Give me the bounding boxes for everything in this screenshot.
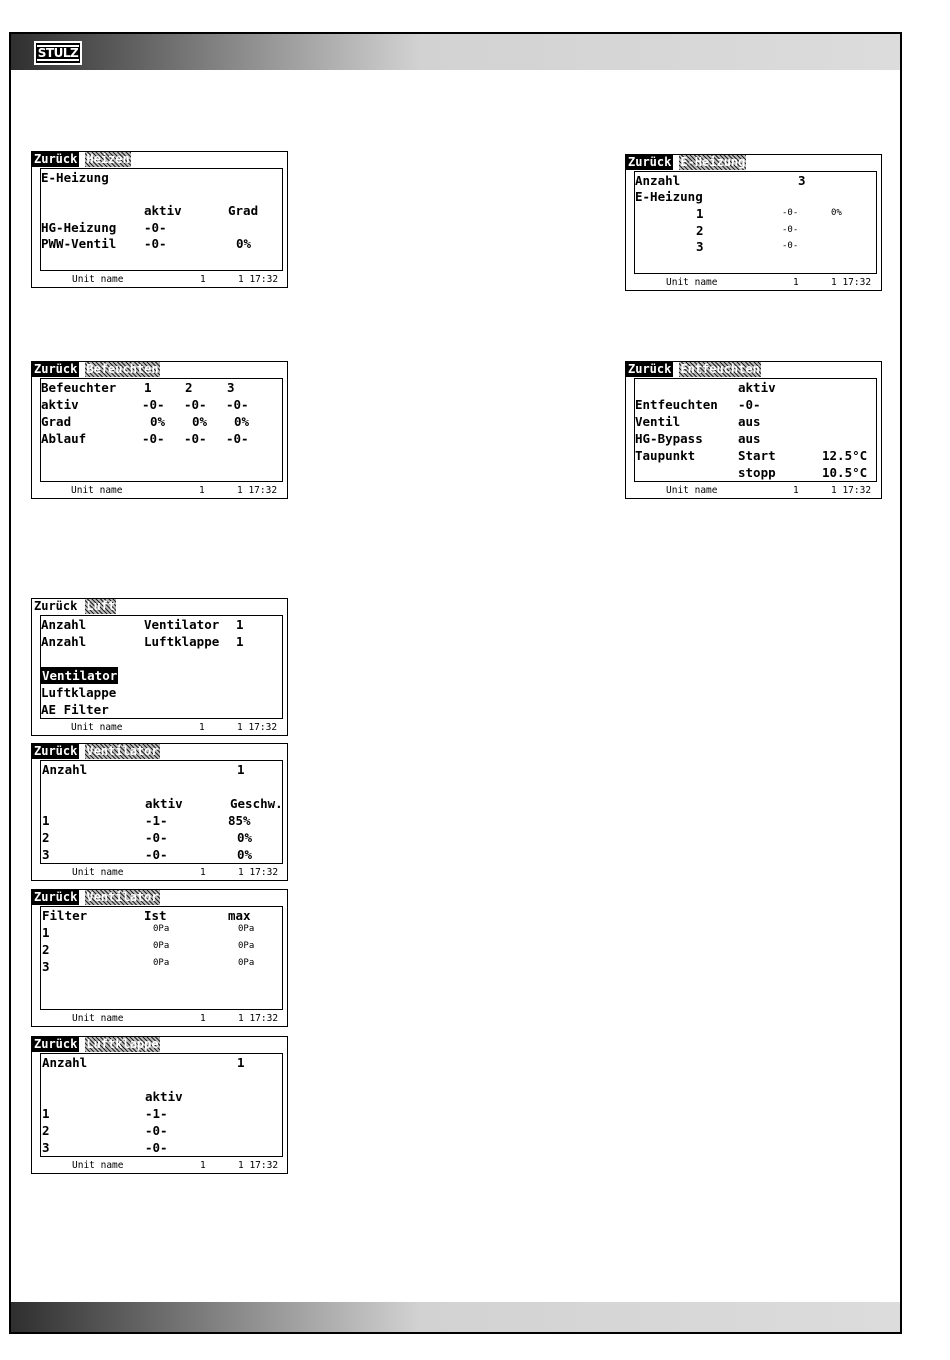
status-bar [32,1159,287,1173]
row-label: HG-Bypass [635,431,703,446]
row-value: aus [738,414,761,429]
breadcrumb: Befeuchten [86,362,159,376]
row-label: Luftklappe [144,634,220,649]
row-value: Start [738,448,776,463]
cell: -0- [142,431,165,446]
breadcrumb: E-Heizung [680,155,746,169]
screen-entfeuchten [625,361,882,499]
row-value: 1 [236,617,244,632]
row-value: 12.5°C [822,448,868,463]
col-header-grad: Grad [228,203,259,218]
cell: 0% [150,414,166,429]
back-button[interactable]: Zurück [628,362,672,376]
clock-time: 1 17:32 [238,274,279,285]
back-button[interactable]: Zurück [34,1037,78,1051]
col-header-aktiv: aktiv [738,380,776,395]
row-value: 0Pa [153,941,170,951]
row-value: -0- [144,236,167,251]
row-label: Ventilator [144,617,220,632]
row-value: aus [738,431,761,446]
row-label: PWW-Ventil [41,236,117,251]
row-label: HG-Heizung [41,220,117,235]
menu-item-luftklappe[interactable]: Luftklappe [41,685,117,700]
cell: 0% [234,414,250,429]
row-value: -1- [145,813,168,828]
anzahl-value: 1 [237,762,245,777]
col-header-geschw: Geschw. [230,796,283,811]
row-label: Ablauf [41,431,87,446]
row-label: Anzahl [41,617,87,632]
row-label: aktiv [41,397,79,412]
col-header: 2 [185,380,193,395]
row-value: 85% [228,813,251,828]
row-label: Grad [41,414,72,429]
cell: -0- [184,431,207,446]
row-value: -0- [144,220,167,235]
row-number: 3 [696,239,704,254]
breadcrumb: Ventilator [86,744,159,758]
row-number: 1 [42,813,50,828]
row-number: 1 [696,206,704,221]
footer-band [11,1302,900,1332]
screen-filter [31,889,288,1027]
col-header-filter: Filter [42,908,88,923]
screen-ventilator [31,743,288,881]
row-value: 0Pa [238,924,255,934]
clock-time: 1 17:32 [238,1013,279,1024]
unit-number: 1 [793,277,799,288]
anzahl-value: 1 [237,1055,245,1070]
row-value: -0- [782,225,799,235]
row-value: 0% [831,208,842,218]
row-value: 0% [237,847,253,862]
anzahl-label: Anzahl [635,173,681,188]
unit-number: 1 [793,485,799,496]
menu-item-ae-filter[interactable]: AE Filter [41,702,109,717]
status-bar [32,866,287,880]
anzahl-value: 3 [798,173,806,188]
row-number: 2 [42,830,50,845]
cell: -0- [226,431,249,446]
screen-luftklappe [31,1036,288,1174]
unit-number: 1 [199,485,205,496]
unit-name-label: Unit name [666,485,718,496]
anzahl-label: Anzahl [42,1055,88,1070]
breadcrumb: Luftklappe [86,1037,159,1051]
status-bar [32,273,287,287]
row-value: -0- [145,1140,168,1155]
clock-time: 1 17:32 [237,722,278,733]
row-value: 0Pa [238,958,255,968]
table-header: Befeuchter [41,380,117,395]
row-value: 0% [236,236,252,251]
unit-name-label: Unit name [72,274,124,285]
back-button[interactable]: Zurück [34,744,78,758]
status-bar [32,1012,287,1026]
status-bar [626,484,881,498]
unit-number: 1 [200,1013,206,1024]
status-bar [32,721,287,735]
unit-name-label: Unit name [72,1013,124,1024]
row-value: -0- [782,241,799,251]
unit-name-label: Unit name [71,722,123,733]
unit-name-label: Unit name [72,867,124,878]
unit-number: 1 [199,722,205,733]
row-value: 0Pa [153,924,170,934]
back-button[interactable]: Zurück [34,362,78,376]
unit-name-label: Unit name [71,485,123,496]
row-value: -1- [145,1106,168,1121]
row-value: -0- [145,1123,168,1138]
row-number: 3 [42,1140,50,1155]
clock-time: 1 17:32 [238,1160,279,1171]
row-value: stopp [738,465,776,480]
back-button[interactable]: Zurück [628,155,672,169]
row-label: Ventil [635,414,681,429]
row-value: -0- [738,397,761,412]
row-value: 0% [237,830,253,845]
back-button[interactable]: Zurück [34,152,78,166]
breadcrumb: Luft [86,599,116,613]
unit-number: 1 [200,274,206,285]
row-number: 2 [696,223,704,238]
screen-befeuchten [31,361,288,499]
row-value: -0- [145,847,168,862]
breadcrumb: Heizen [86,152,130,166]
row-value: 1 [236,634,244,649]
menu-item-ventilator[interactable]: Ventilator [42,668,118,683]
unit-number: 1 [200,867,206,878]
back-button[interactable]: Zurück [34,599,78,613]
row-number: 2 [42,942,50,957]
cell: -0- [226,397,249,412]
header-band [11,34,900,70]
row-number: 3 [42,847,50,862]
unit-name-label: Unit name [666,277,718,288]
row-value: -0- [145,830,168,845]
row-number: 3 [42,959,50,974]
status-bar [32,484,287,498]
row-label: Anzahl [41,634,87,649]
status-bar [626,276,881,290]
col-header-aktiv: aktiv [145,1089,183,1104]
row-number: 1 [42,1106,50,1121]
screen-e-heizung [625,154,882,291]
row-value: 0Pa [238,941,255,951]
col-header-aktiv: aktiv [145,796,183,811]
row-label: Taupunkt [635,448,696,463]
screen-heizen [31,151,288,288]
col-header-ist: Ist [144,908,167,923]
breadcrumb: Ventilator [86,890,159,904]
back-button[interactable]: Zurück [34,890,78,904]
row-value: 0Pa [153,958,170,968]
breadcrumb: Entfeuchten [680,362,760,376]
clock-time: 1 17:32 [831,485,872,496]
col-header: 1 [144,380,152,395]
screen-luft [31,598,288,736]
unit-name-label: Unit name [72,1160,124,1171]
row-number: 1 [42,925,50,940]
stulz-logo: STULZ [34,41,82,65]
unit-number: 1 [200,1160,206,1171]
row-label: Entfeuchten [635,397,718,412]
screen-title: E-Heizung [41,170,109,185]
cell: -0- [142,397,165,412]
col-header-max: max [228,908,251,923]
clock-time: 1 17:32 [237,485,278,496]
screen-title: E-Heizung [635,189,703,204]
clock-time: 1 17:32 [831,277,872,288]
row-value: -0- [782,208,799,218]
cell: -0- [184,397,207,412]
row-number: 2 [42,1123,50,1138]
col-header-aktiv: aktiv [144,203,182,218]
row-value: 10.5°C [822,465,868,480]
col-header: 3 [227,380,235,395]
anzahl-label: Anzahl [42,762,88,777]
cell: 0% [192,414,208,429]
clock-time: 1 17:32 [238,867,279,878]
